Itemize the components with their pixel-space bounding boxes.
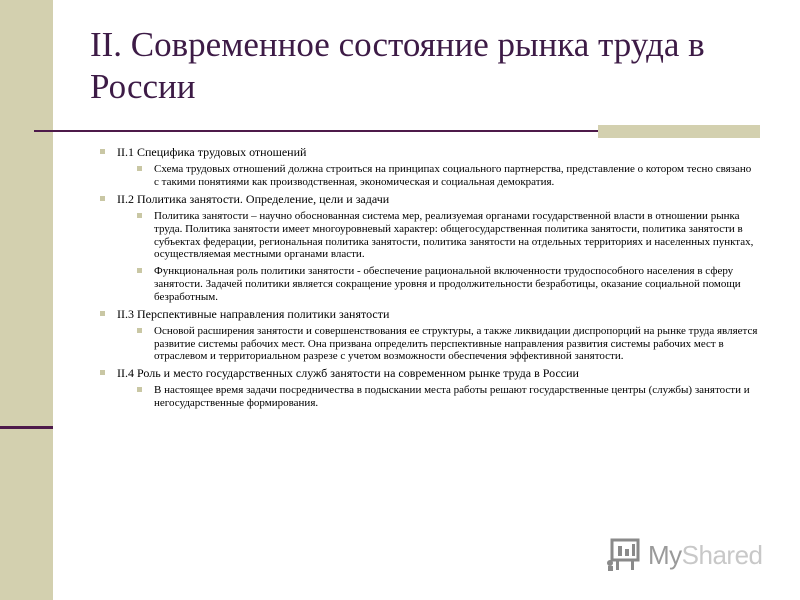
section-heading-text: II.3 Перспективные направления политики занятости <box>117 306 390 321</box>
list-item-text: Функциональная роль политики занятости - обеспечение рациональной включенности трудоспособного населения в сферу занятости. Задачей политики является сокращение уровня и продолжительности безработицы, оказание социальной помощи безработным. <box>154 265 741 303</box>
list-item-text: В настоящее время задачи посредничества в подыскании места работы решают государственные центры (службы) занятости и негосударственные формирования. <box>154 384 750 410</box>
bullet-icon <box>137 268 142 273</box>
list-item-text: Основой расширения занятости и совершенствования ее структуры, а также ликвидации диспропорций на рынке труда является развитие системы рабочих мест. Она призвана определить перспективные направления развития системы рабочих мест в отраслевом и территориальном разрезе с учетом возможности обеспечения эффективной занятости. <box>154 324 758 363</box>
bullet-icon <box>137 166 142 171</box>
list-item <box>137 265 758 303</box>
bullet-icon <box>137 213 142 218</box>
list-item-text: Политика занятости – научно обоснованная система мер, реализуемая органами государственной власти в отношении рынка труда. Политика занятости имеет многоуровневый характер: общегосударственная политика занятости, политика занятости в субъектах федерации, региональная политика занятости, политика занятости на отдельных территориях и населенных пунктах, осуществляемая местными органами власти. <box>154 210 754 261</box>
bullet-icon <box>137 328 142 333</box>
bullet-icon <box>100 149 105 154</box>
list-item <box>137 384 758 410</box>
title-underline <box>34 130 599 132</box>
title-accent-block <box>598 125 760 138</box>
section-heading <box>100 308 758 321</box>
side-accent-line <box>0 426 53 429</box>
slide-title: II. Современное состояние рынка труда в России <box>90 25 705 106</box>
list-item-text: Схема трудовых отношений должна строиться на принципах социального партнерства, представление о котором тесно связано с такими понятиями как производственная, экономическая и социальная демократия. <box>154 163 752 188</box>
bullet-icon <box>100 370 105 375</box>
section-heading <box>100 146 758 159</box>
section-heading-text: II.4 Роль и место государственных служб занятости на современном рынке труда в России <box>117 366 579 381</box>
list-item <box>137 163 758 189</box>
bullet-icon <box>100 311 105 316</box>
list-item <box>137 325 758 363</box>
bullet-icon <box>100 196 105 201</box>
slide-content <box>100 142 758 410</box>
presentation-board-icon <box>606 536 642 572</box>
side-bar <box>0 0 53 600</box>
section-heading <box>100 193 758 206</box>
bullet-icon <box>137 387 142 392</box>
list-item <box>137 210 758 261</box>
section-heading <box>100 367 758 380</box>
section-heading-text: II.1 Специфика трудовых отношений <box>117 145 307 159</box>
logo-text: MyShared <box>648 540 763 570</box>
myshared-logo <box>606 536 766 576</box>
section-heading-text: II.2 Политика занятости. Определение, цели и задачи <box>117 191 390 206</box>
